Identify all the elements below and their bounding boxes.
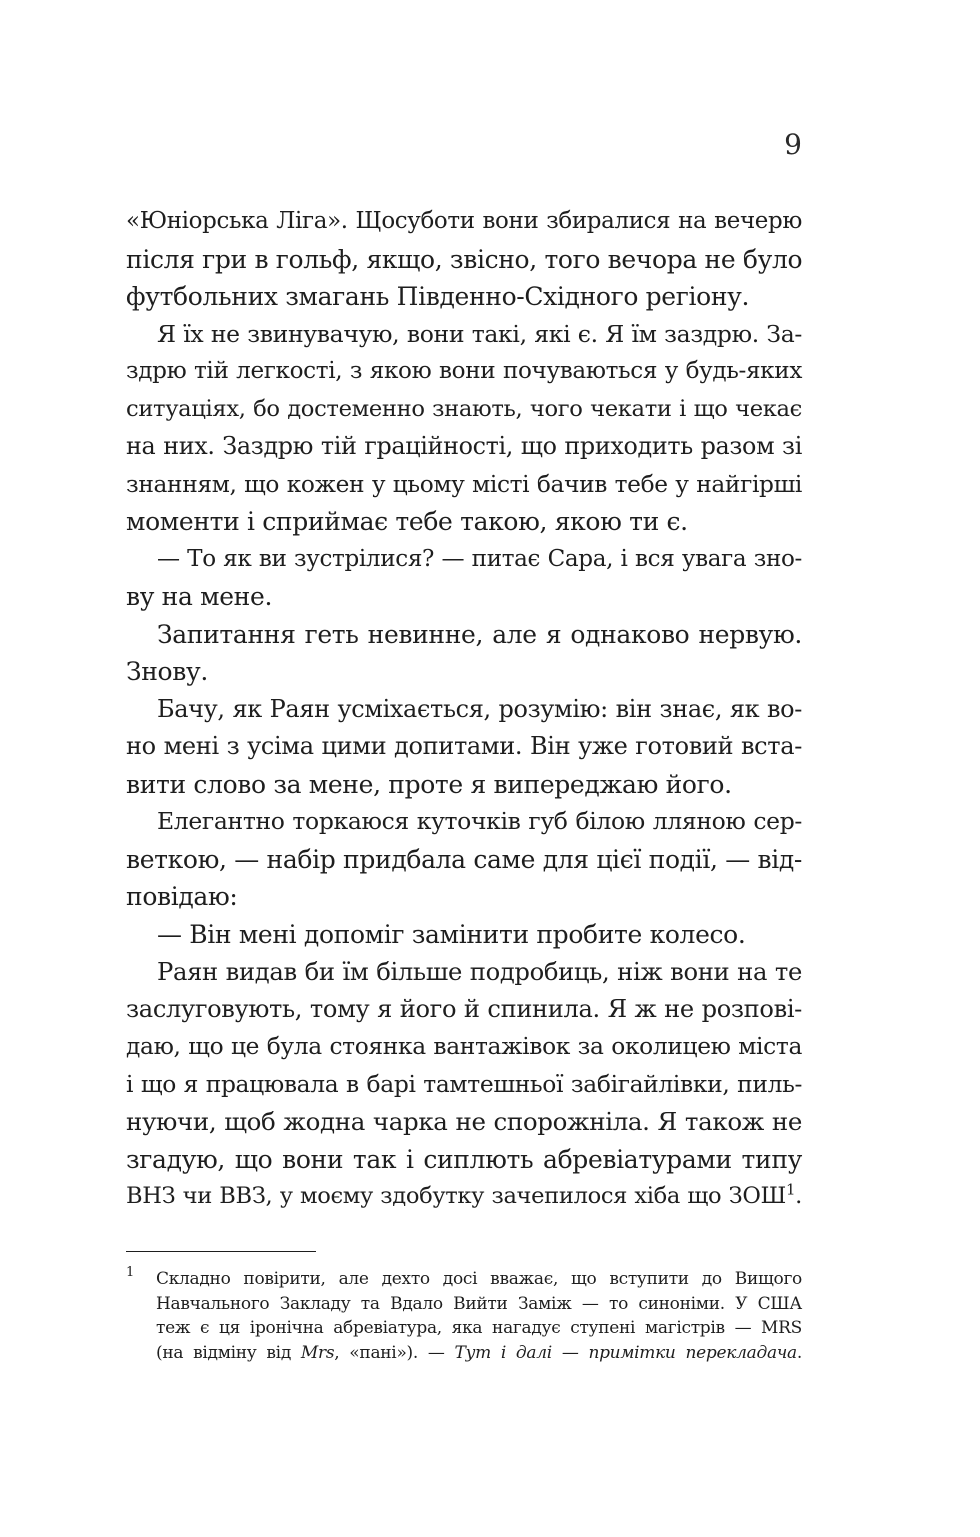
text-line: Запитання геть невинне, але я однаково нервую. (157, 619, 802, 649)
text-line: — Він мені допоміг замінити пробите колесо. (157, 919, 746, 949)
footnote-line (156, 1341, 802, 1366)
text-line: «Юніорська Ліга». Щосуботи вони збиралися на вечерю (126, 208, 802, 234)
body-text (126, 203, 802, 1216)
text-line: Я їх не звинувачую, вони такі, які є. Я їм заздрю. За- (157, 319, 802, 348)
text-line-with-footnote-ref (126, 1178, 802, 1216)
text-line: після гри в гольф, якщо, звісно, того вечора не було (126, 244, 803, 274)
text-line: Раян видав би їм більше подробиць, ніж вони на те (157, 957, 802, 986)
line-end-punctuation: . (795, 1183, 802, 1209)
text-line: на них. Заздрю тій граційності, що приходить разом зі (126, 432, 802, 460)
text-line: веткою, — набір придбала саме для цієї події, — від- (126, 844, 802, 874)
text-line: Знову. (126, 657, 208, 686)
footnote-line: Складно повірити, але дехто досі вважає, що вступити до Вищого (156, 1269, 802, 1289)
text-line: ву на мене. (126, 582, 273, 611)
text-line: моменти і сприймає тебе такою, якою ти є. (126, 507, 688, 536)
text-line: Бачу, як Раян усміхається, розумію: він знає, як во- (157, 694, 802, 723)
text-line: Елегантно торкаюся куточків губ білою лляною сер- (157, 807, 802, 835)
footnote-line: теж є ця іронічна абревіатура, яка нагадує ступені магістрів — MRS (156, 1318, 802, 1339)
footnote-text-part: (на відміну від (156, 1343, 301, 1364)
text-line: заслуговують, тому я його й спинила. Я ж не розпові- (126, 994, 802, 1023)
text-line: футбольних змагань Південно-Східного регіону. (126, 282, 750, 311)
footnote-mark: 1 (126, 1265, 135, 1280)
footnote-italic-term: Mrs (300, 1343, 335, 1364)
text-line: вити слово за мене, проте я випереджаю його. (126, 769, 732, 799)
footnote-line: Навчального Закладу та Вдало Вийти Заміж — то синоніми. У США (156, 1293, 802, 1314)
footnote-text (156, 1267, 802, 1366)
translator-note: Тут і далі — примітки перекладача (454, 1343, 797, 1364)
text-line: ситуаціях, бо достеменно знають, чого чекати і що чекає (126, 395, 802, 422)
footnote-text-part: . (796, 1343, 803, 1364)
text-line: повідаю: (126, 882, 238, 911)
text-line: — То як ви зустрілися? — питає Сара, і вся увага зно- (157, 545, 802, 572)
text-line-content: ВНЗ чи ВВЗ, у моєму здобутку зачепилося хіба що ЗОШ (126, 1183, 786, 1209)
text-line: знанням, що кожен у цьому місті бачив тебе у найгірші (126, 470, 802, 498)
text-line: но мені з усіма цими допитами. Він уже готовий вста- (126, 732, 802, 760)
page-number: 9 (784, 128, 802, 161)
text-line: і що я працювала в барі тамтешньої забігайлівки, пиль- (126, 1069, 802, 1098)
footnote-reference[interactable]: 1 (785, 1180, 796, 1199)
footnote-text-part: , «пані»). — (334, 1343, 455, 1364)
text-line: даю, що це була стоянка вантажівок за околицею міста (126, 1032, 802, 1060)
text-line: згадую, що вони так і сиплють абревіатурами типу (126, 1144, 802, 1174)
text-line: здрю тій легкості, з якою вони почуваються у будь-яких (126, 358, 802, 384)
text-line: нуючи, щоб жодна чарка не спорожніла. Я також не (126, 1107, 802, 1136)
footnote-divider (126, 1251, 316, 1252)
